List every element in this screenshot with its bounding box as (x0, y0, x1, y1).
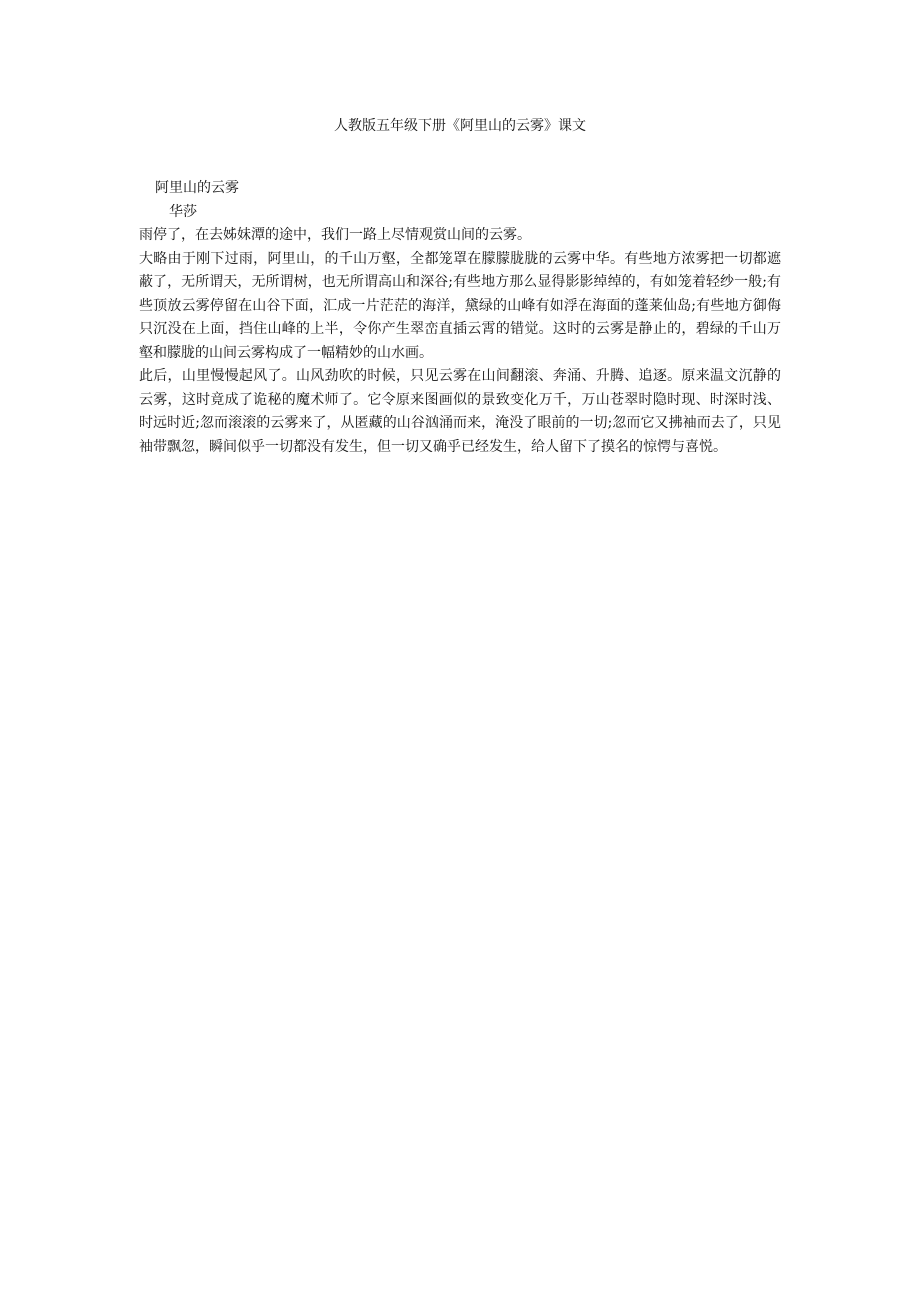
paragraph-3: 此后，山里慢慢起风了。山风劲吹的时候，只见云雾在山间翻滚、奔涌、升腾、追逐。原来温文沉静的云雾，这时竟成了诡秘的魔术师了。它令原来图画似的景致变化万千，万山苍翠时隐时现、时深时浅、时远时近;忽而滚滚的云雾来了，从匿藏的山谷汹涌而来，淹没了眼前的一切;忽而它又拂袖而去了，只见袖带飘忽，瞬间似乎一切都没有发生，但一切又确乎已经发生，给人留下了摸名的惊愕与喜悦。 (139, 368, 781, 455)
paragraph-1: 雨停了，在去姊妹潭的途中，我们一路上尽情观赏山间的云雾。 (139, 227, 531, 243)
article-heading: 阿里山的云雾 (155, 180, 239, 196)
document-title: 人教版五年级下册《阿里山的云雾》课文 (334, 118, 586, 134)
article-author: 华莎 (169, 203, 197, 220)
paragraph-2: 大略由于刚下过雨，阿里山，的千山万壑，全都笼罩在朦朦胧胧的云雾中华。有些地方浓雾把一切都遮蔽了，无所谓天，无所谓树，也无所谓高山和深谷;有些地方那么显得影影绰绰的，有如笼着轻纱一般;有些顶放云雾停留在山谷下面，汇成一片茫茫的海洋，黛绿的山峰有如浮在海面的蓬莱仙岛;有些地方御侮只沉没在上面，挡住山峰的上半，令你产生翠峦直插云霄的错觉。这时的云雾是静止的，碧绿的千山万壑和朦胧的山间云雾构成了一幅精妙的山水画。 (139, 250, 781, 361)
article-body (139, 177, 781, 459)
